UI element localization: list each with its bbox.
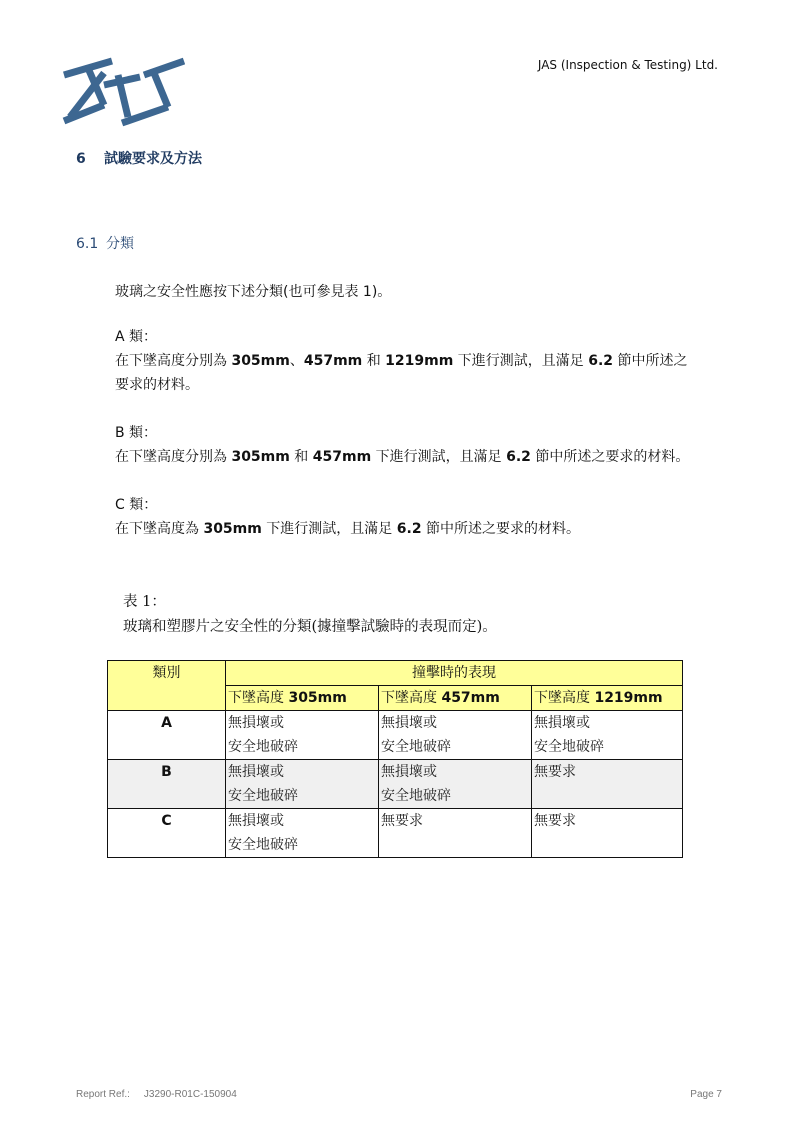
- page-number: Page 7: [690, 1089, 722, 1100]
- subsection-number: 6.1: [76, 236, 99, 252]
- table-cell: 無要求: [379, 809, 532, 858]
- classification-table: [107, 660, 683, 858]
- section-heading: [76, 148, 202, 168]
- company-name: JAS (Inspection & Testing) Ltd.: [537, 58, 718, 72]
- subsection-title: 分類: [106, 236, 134, 252]
- company-logo: [60, 55, 185, 130]
- class-a-label: A 類：: [115, 329, 158, 345]
- table-caption-label: 表 1：: [123, 594, 166, 610]
- row-category: A: [108, 711, 226, 760]
- class-a-text: 在下墜高度分別為 305mm、457mm 和 1219mm 下進行測試，且滿足 6.2 節中所述之: [115, 353, 688, 369]
- class-b-text: 在下墜高度分別為 305mm 和 457mm 下進行測試，且滿足 6.2 節中所述之要求的材料。: [115, 449, 690, 465]
- header-drop-305: 下墜高度 305mm: [226, 686, 379, 711]
- header-drop-457: 下墜高度 457mm: [379, 686, 532, 711]
- class-a-block: A 類： 在下墜高度分別為 305mm、457mm 和 1219mm 下進行測試，且滿足 6.2 節中所述之 要求的材料。: [115, 325, 687, 397]
- jas-logo-icon: [60, 55, 185, 130]
- row-category: C: [108, 809, 226, 858]
- table-row: [108, 760, 683, 809]
- table-cell: 無損壞或 安全地破碎: [379, 711, 532, 760]
- table-cell: 無要求: [532, 809, 683, 858]
- class-b-block: [115, 421, 689, 469]
- table-cell: 無損壞或 安全地破碎: [379, 760, 532, 809]
- table-cell: 無要求: [532, 760, 683, 809]
- subsection-heading: [76, 233, 134, 253]
- header-impact-behaviour: 撞擊時的表現: [226, 661, 683, 686]
- report-reference: [76, 1089, 237, 1100]
- class-b-label: B 類：: [115, 425, 158, 441]
- section-title: 試驗要求及方法: [104, 151, 202, 167]
- table-header-row: [108, 661, 683, 686]
- table-caption: [123, 590, 497, 640]
- table-cell: 無損壞或 安全地破碎: [532, 711, 683, 760]
- header-category: 類別: [108, 661, 226, 711]
- section-number: 6: [76, 151, 86, 167]
- table-cell: 無損壞或 安全地破碎: [226, 711, 379, 760]
- row-category: B: [108, 760, 226, 809]
- report-ref-label: Report Ref.:: [76, 1089, 130, 1100]
- class-c-text: 在下墜高度為 305mm 下進行測試，且滿足 6.2 節中所述之要求的材料。: [115, 521, 581, 537]
- table-cell: 無損壞或 安全地破碎: [226, 760, 379, 809]
- header-drop-1219: 下墜高度 1219mm: [532, 686, 683, 711]
- table-row: [108, 711, 683, 760]
- table-cell: 無損壞或 安全地破碎: [226, 809, 379, 858]
- table-caption-text: 玻璃和塑膠片之安全性的分類(據撞擊試驗時的表現而定)。: [123, 619, 497, 635]
- class-c-label: C 類：: [115, 497, 158, 513]
- class-c-block: [115, 493, 580, 541]
- table-row: [108, 809, 683, 858]
- intro-paragraph: 玻璃之安全性應按下述分類(也可參見表 1)。: [115, 284, 392, 300]
- report-ref-value: J3290-R01C-150904: [143, 1089, 237, 1100]
